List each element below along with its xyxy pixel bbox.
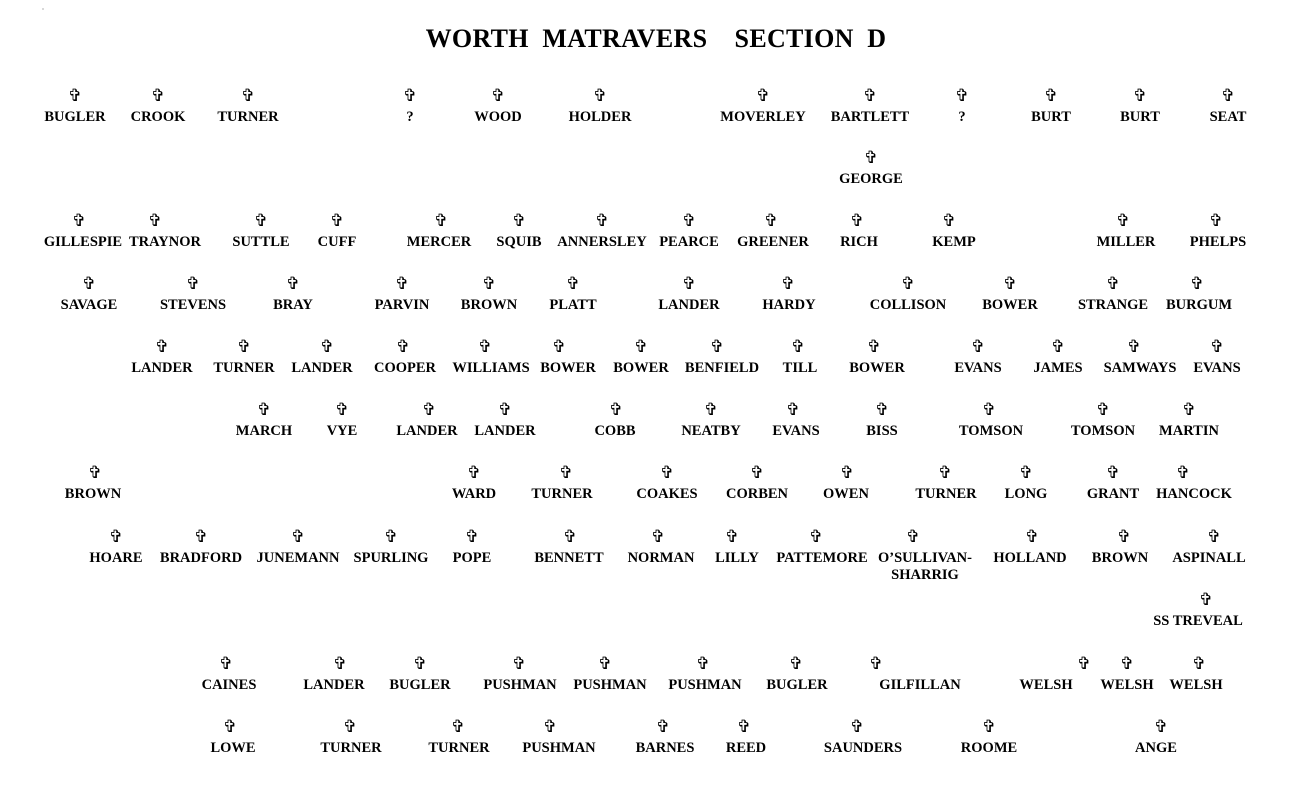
cross-icon: ✞ (905, 527, 921, 547)
grave-name-label: VYE (326, 423, 358, 439)
grave-name-label: TURNER (320, 740, 382, 756)
grave-name-label: POPE (452, 550, 492, 566)
grave-name-label: SEAT (1209, 109, 1247, 125)
grave-name-label: CROOK (130, 109, 186, 125)
grave-name-label: TURNER (915, 486, 977, 502)
page-title: WORTH MATRAVERS SECTION D (425, 24, 887, 53)
cross-icon: ✞ (87, 463, 103, 483)
grave-name-label: HOLLAND (993, 550, 1067, 566)
grave-name-label: BOWER (613, 360, 669, 376)
grave-name-label: BURT (1120, 109, 1160, 125)
grave-name-label: COAKES (636, 486, 698, 502)
cross-icon: ✞ (433, 211, 449, 231)
grave-name-label: LANDER (131, 360, 193, 376)
grave-name-label: BARTLETT (830, 109, 910, 125)
cross-icon: ✞ (81, 274, 97, 294)
cross-icon: ✞ (970, 337, 986, 357)
grave-name-label: SPURLING (353, 550, 429, 566)
grave-name-label: MOVERLEY (720, 109, 806, 125)
grave-name-label: GILLESPIE (43, 234, 123, 250)
cross-icon: ✞ (755, 86, 771, 106)
grave-name-label: EVANS (772, 423, 820, 439)
cross-icon: ✞ (790, 337, 806, 357)
grave-name-label: WOOD (474, 109, 522, 125)
grave-name-label: BENFIELD (684, 360, 760, 376)
grave-name-label: MILLER (1096, 234, 1156, 250)
grave-name-label: COLLISON (869, 297, 947, 313)
grave-name-label: PHELPS (1189, 234, 1247, 250)
cross-icon: ✞ (319, 337, 335, 357)
grave-name-label: HANCOCK (1156, 486, 1232, 502)
cross-icon: ✞ (1024, 527, 1040, 547)
grave-name-label: BROWN (460, 297, 518, 313)
cross-icon: ✞ (1198, 590, 1214, 610)
cross-icon: ✞ (290, 527, 306, 547)
grave-name-label: ? (958, 109, 966, 125)
cross-icon: ✞ (1050, 337, 1066, 357)
grave-name-label: GEORGE (839, 171, 903, 187)
cross-icon: ✞ (655, 717, 671, 737)
grave-name-label: STEVENS (159, 297, 227, 313)
grave-name-label: GILFILLAN (879, 677, 961, 693)
grave-name-label: PUSHMAN (573, 677, 647, 693)
cross-icon: ✞ (329, 211, 345, 231)
grave-name-label: GREENER (737, 234, 809, 250)
grave-name-label: PARVIN (374, 297, 430, 313)
cross-icon: ✞ (1209, 337, 1225, 357)
grave-name-label: ASPINALL (1172, 550, 1246, 566)
grave-name-label: SAUNDERS (823, 740, 903, 756)
grave-name-label: TILL (782, 360, 818, 376)
grave-name-label: ? (406, 109, 414, 125)
grave-name-label: CORBEN (725, 486, 789, 502)
grave-name-label: LOWE (210, 740, 256, 756)
grave-name-label: HARDY (762, 297, 816, 313)
cross-icon: ✞ (763, 211, 779, 231)
corner-mark (42, 8, 44, 10)
grave-name-label: MARTIN (1159, 423, 1219, 439)
grave-name-label: BOWER (982, 297, 1038, 313)
grave-name-label: REED (725, 740, 767, 756)
grave-name-label: PLATT (549, 297, 597, 313)
cross-icon: ✞ (594, 211, 610, 231)
cross-icon: ✞ (849, 211, 865, 231)
cross-icon: ✞ (1119, 654, 1135, 674)
grave-name-label: LANDER (474, 423, 536, 439)
cross-icon: ✞ (659, 463, 675, 483)
grave-name-label: PUSHMAN (522, 740, 596, 756)
cross-icon: ✞ (633, 337, 649, 357)
grave-name-label: LANDER (303, 677, 365, 693)
cross-icon: ✞ (1076, 654, 1092, 674)
cross-icon: ✞ (383, 527, 399, 547)
cross-icon: ✞ (839, 463, 855, 483)
grave-name-label: TOMSON (1070, 423, 1136, 439)
cross-icon: ✞ (240, 86, 256, 106)
cross-icon: ✞ (67, 86, 83, 106)
grave-name-label: MERCER (406, 234, 472, 250)
cross-icon: ✞ (1105, 463, 1121, 483)
cross-icon: ✞ (253, 211, 269, 231)
grave-name-label: WILLIAMS (452, 360, 530, 376)
cross-icon: ✞ (1191, 654, 1207, 674)
grave-name-label: GRANT (1086, 486, 1140, 502)
cross-icon: ✞ (256, 400, 272, 420)
grave-name-label: TURNER (531, 486, 593, 502)
grave-name-label: ANNERSLEY (557, 234, 647, 250)
grave-name-label: RICH (840, 234, 878, 250)
cross-icon: ✞ (863, 148, 879, 168)
grave-name-label: STRANGE (1077, 297, 1149, 313)
cross-icon: ✞ (497, 400, 513, 420)
cross-icon: ✞ (785, 400, 801, 420)
cross-icon: ✞ (394, 274, 410, 294)
grave-name-label: HOARE (89, 550, 143, 566)
grave-name-label: WELSH (1100, 677, 1154, 693)
cross-icon: ✞ (1220, 86, 1236, 106)
grave-name-label: OWEN (823, 486, 869, 502)
cross-icon: ✞ (868, 654, 884, 674)
grave-name-label: BUGLER (389, 677, 451, 693)
grave-name-label: SQUIB (496, 234, 542, 250)
cross-icon: ✞ (1189, 274, 1205, 294)
grave-name-label: ANGE (1135, 740, 1177, 756)
grave-name-label: LONG (1004, 486, 1048, 502)
grave-name-label: WELSH (1169, 677, 1223, 693)
grave-name-label: BROWN (64, 486, 122, 502)
grave-name-label: JAMES (1033, 360, 1083, 376)
grave-name-label: WELSH (1019, 677, 1073, 693)
cross-icon: ✞ (154, 337, 170, 357)
cross-icon: ✞ (421, 400, 437, 420)
cross-icon: ✞ (1132, 86, 1148, 106)
grave-name-label: PATTEMORE (776, 550, 868, 566)
cross-icon: ✞ (703, 400, 719, 420)
cross-icon: ✞ (780, 274, 796, 294)
cross-icon: ✞ (681, 274, 697, 294)
cross-icon: ✞ (236, 337, 252, 357)
cross-icon: ✞ (395, 337, 411, 357)
cross-icon: ✞ (477, 337, 493, 357)
cross-icon: ✞ (285, 274, 301, 294)
cross-icon: ✞ (597, 654, 613, 674)
grave-name-label: COOPER (373, 360, 437, 376)
grave-name-label: CAINES (201, 677, 257, 693)
cross-icon: ✞ (1153, 717, 1169, 737)
cross-icon: ✞ (185, 274, 201, 294)
grave-name-label: JUNEMANN (256, 550, 340, 566)
grave-name-label: BENNETT (534, 550, 604, 566)
grave-name-label: BARNES (635, 740, 695, 756)
cross-icon: ✞ (900, 274, 916, 294)
cross-icon: ✞ (218, 654, 234, 674)
cross-icon: ✞ (542, 717, 558, 737)
grave-name-label: SUTTLE (232, 234, 290, 250)
grave-name-label: TOMSON (958, 423, 1024, 439)
grave-name-label: BUGLER (44, 109, 106, 125)
cross-icon: ✞ (954, 86, 970, 106)
cross-icon: ✞ (332, 654, 348, 674)
grave-name-label: O’SULLIVAN- SHARRIG (877, 550, 972, 583)
cross-icon: ✞ (466, 463, 482, 483)
cross-icon: ✞ (1018, 463, 1034, 483)
cross-icon: ✞ (511, 211, 527, 231)
grave-name-label: PEARCE (659, 234, 719, 250)
cross-icon: ✞ (650, 527, 666, 547)
cross-icon: ✞ (402, 86, 418, 106)
cross-icon: ✞ (71, 211, 87, 231)
cross-icon: ✞ (490, 86, 506, 106)
cross-icon: ✞ (866, 337, 882, 357)
grave-name-label: PUSHMAN (483, 677, 557, 693)
cross-icon: ✞ (937, 463, 953, 483)
grave-name-label: SAVAGE (60, 297, 118, 313)
grave-name-label: EVANS (954, 360, 1002, 376)
cross-icon: ✞ (1105, 274, 1121, 294)
cross-icon: ✞ (1126, 337, 1142, 357)
cross-icon: ✞ (108, 527, 124, 547)
grave-name-label: TURNER (213, 360, 275, 376)
cross-icon: ✞ (981, 717, 997, 737)
cross-icon: ✞ (788, 654, 804, 674)
grave-name-label: HOLDER (568, 109, 632, 125)
grave-name-label: BURGUM (1165, 297, 1233, 313)
grave-name-label: BROWN (1091, 550, 1149, 566)
grave-name-label: TURNER (428, 740, 490, 756)
grave-name-label: BRAY (273, 297, 313, 313)
cross-icon: ✞ (862, 86, 878, 106)
cross-icon: ✞ (551, 337, 567, 357)
cross-icon: ✞ (1208, 211, 1224, 231)
cross-icon: ✞ (592, 86, 608, 106)
cross-icon: ✞ (1095, 400, 1111, 420)
cross-icon: ✞ (193, 527, 209, 547)
grave-name-label: COBB (594, 423, 636, 439)
cross-icon: ✞ (511, 654, 527, 674)
grave-name-label: NORMAN (627, 550, 695, 566)
grave-name-label: BURT (1031, 109, 1071, 125)
grave-name-label: BOWER (849, 360, 905, 376)
grave-name-label: TURNER (217, 109, 279, 125)
cross-icon: ✞ (1002, 274, 1018, 294)
grave-name-label: BISS (866, 423, 898, 439)
grave-name-label: LANDER (396, 423, 458, 439)
grave-name-label: NEATBY (681, 423, 741, 439)
grave-name-label: BRADFORD (159, 550, 243, 566)
grave-name-label: SS TREVEAL (1153, 613, 1243, 629)
cross-icon: ✞ (147, 211, 163, 231)
cross-icon: ✞ (1206, 527, 1222, 547)
grave-name-label: CUFF (317, 234, 357, 250)
grave-name-label: LANDER (658, 297, 720, 313)
cross-icon: ✞ (941, 211, 957, 231)
cross-icon: ✞ (342, 717, 358, 737)
cross-icon: ✞ (981, 400, 997, 420)
cross-icon: ✞ (608, 400, 624, 420)
cross-icon: ✞ (558, 463, 574, 483)
cross-icon: ✞ (874, 400, 890, 420)
cross-icon: ✞ (1175, 463, 1191, 483)
cross-icon: ✞ (334, 400, 350, 420)
cross-icon: ✞ (1181, 400, 1197, 420)
cross-icon: ✞ (1115, 211, 1131, 231)
cross-icon: ✞ (1043, 86, 1059, 106)
cross-icon: ✞ (736, 717, 752, 737)
cross-icon: ✞ (450, 717, 466, 737)
cross-icon: ✞ (695, 654, 711, 674)
cross-icon: ✞ (749, 463, 765, 483)
grave-name-label: EVANS (1193, 360, 1241, 376)
cross-icon: ✞ (562, 527, 578, 547)
grave-name-label: BOWER (540, 360, 596, 376)
cross-icon: ✞ (481, 274, 497, 294)
grave-name-label: PUSHMAN (668, 677, 742, 693)
cross-icon: ✞ (849, 717, 865, 737)
cross-icon: ✞ (222, 717, 238, 737)
grave-name-label: BUGLER (766, 677, 828, 693)
cross-icon: ✞ (681, 211, 697, 231)
grave-name-label: TRAYNOR (129, 234, 201, 250)
cross-icon: ✞ (1116, 527, 1132, 547)
grave-name-label: WARD (451, 486, 497, 502)
grave-name-label: LANDER (291, 360, 353, 376)
cross-icon: ✞ (724, 527, 740, 547)
cross-icon: ✞ (412, 654, 428, 674)
grave-name-label: LILLY (715, 550, 759, 566)
grave-name-label: ROOME (960, 740, 1018, 756)
grave-name-label: SAMWAYS (1103, 360, 1177, 376)
cross-icon: ✞ (464, 527, 480, 547)
grave-name-label: MARCH (235, 423, 293, 439)
cross-icon: ✞ (709, 337, 725, 357)
cross-icon: ✞ (565, 274, 581, 294)
grave-name-label: KEMP (932, 234, 976, 250)
cross-icon: ✞ (150, 86, 166, 106)
cross-icon: ✞ (808, 527, 824, 547)
